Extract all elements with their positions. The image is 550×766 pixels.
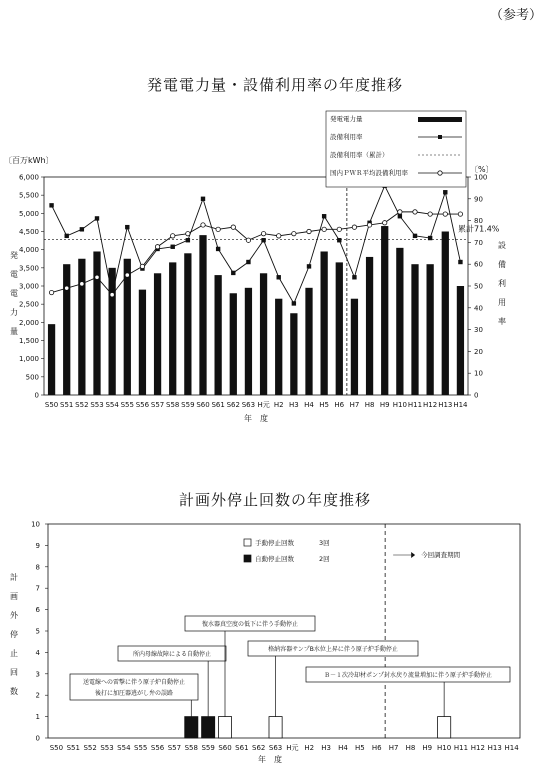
chart1-point-circle [246,238,250,242]
chart1-bar [427,264,434,395]
chart2-ytick-label: 0 [35,734,40,743]
chart2-legend-label: 自動停止回数 [255,555,294,563]
chart1-bar [48,324,55,395]
chart2-ytick-label: 7 [35,584,40,593]
chart1-xtick-label: H13 [438,401,453,409]
chart1-bar [78,259,85,395]
chart1-point-square [458,260,462,264]
chart2-xtick-label: H13 [487,744,502,752]
chart1-point-square [428,236,432,240]
chart1-point-circle [352,225,356,229]
chart1-point-circle [428,212,432,216]
chart1-point-circle [322,227,326,231]
chart2-xtick-label: H14 [504,744,519,752]
chart1-ytick-label: 2,000 [18,318,39,327]
chart1-y2tick-label: 30 [474,326,483,335]
chart2-bar-manual [218,717,231,738]
chart1-bar [290,313,297,395]
chart2-ytick-label: 3 [35,670,40,679]
chart1-xtick-label: H14 [453,401,468,409]
chart1-xtick-label: H10 [392,401,407,409]
chart1-y2label: 設 [498,241,506,250]
chart1-y2tick-label: 80 [474,217,483,226]
chart1-point-square [171,245,175,249]
chart2-annotation-text: 復水器真空度の低下に伴う手動停止 [201,621,299,628]
chart2-ytick-label: 8 [35,563,40,572]
chart1-point-circle [458,212,462,216]
chart2-ytick-label: 1 [35,713,40,722]
chart2-xtick-label: H8 [405,744,416,752]
chart1-point-square [261,238,265,242]
chart1-bar [442,232,449,396]
chart1-xtick-label: H2 [273,401,284,409]
chart1-xtick-label: S61 [211,401,225,409]
chart1-bar [457,286,464,395]
chart1-xtick-label: S58 [166,401,180,409]
chart1-point-circle [413,210,417,214]
chart2-xtick-label: H7 [388,744,399,752]
chart1-bar [381,226,388,395]
chart1-bar [245,288,252,395]
chart1-xtick-label: H5 [319,401,330,409]
chart2-annotation-text: Ｂ－１次冷却材ポンプ封水戻り流量増加に伴う原子炉手動停止 [323,672,493,679]
chart2-xtick-label: H6 [371,744,382,752]
chart1-point-circle [337,227,341,231]
chart1-ylabel: 電 [10,289,18,298]
chart1-y2label: 利 [498,279,506,288]
chart1-point-square [186,238,190,242]
chart1-bar [169,262,176,395]
chart1-xtick-label: S54 [105,401,119,409]
chart2-xtick-label: H12 [470,744,485,752]
chart1-point-circle [383,221,387,225]
chart2-ylabel: 止 [10,649,18,658]
chart1-point-square [307,264,311,268]
chart2-xtick-label: S61 [235,744,249,752]
chart1-xtick-label: H8 [364,401,375,409]
chart2-ylabel: 停 [10,630,18,639]
chart2-period-arrowhead [411,552,415,558]
chart2-ytick-label: 10 [31,520,40,529]
chart2-xtick-label: S59 [201,744,215,752]
chart2-xtick-label: H11 [453,744,469,752]
chart1-y2label: 率 [498,317,506,326]
chart1-y2tick-label: 10 [474,369,483,378]
chart1-bar [275,299,282,395]
chart1-xtick-label: S55 [120,401,134,409]
chart1-point-square [246,260,250,264]
chart1-y2label: 用 [498,298,506,307]
chart2-xtick-label: S57 [167,744,182,752]
chart1-bar [154,273,161,395]
chart1-legend-label: 国内ＰＷＲ平均設備利用率 [330,169,408,177]
chart1-point-square [95,216,99,220]
chart1-bar [124,259,131,395]
chart1-cumulative-label: 累計71.4% [458,224,500,234]
chart1-point-circle [186,231,190,235]
chart1-point-circle [171,234,175,238]
chart1-legend-marker [438,135,442,139]
chart1-point-square [322,214,326,218]
chart2-xtick-label: S53 [100,744,114,752]
chart1-xtick-label: H元 [257,401,270,409]
chart1-bar [199,235,206,395]
chart2-xlabel: 年 度 [258,755,282,764]
chart1-point-square [443,190,447,194]
chart1-bar [230,293,237,395]
chart1-bar [109,268,116,395]
chart1-xtick-label: H12 [423,401,438,409]
chart1-bar [184,253,191,395]
chart2-xtick-label: S52 [83,744,97,752]
chart1-xtick-label: S53 [90,401,104,409]
chart1-ytick-label: 5,000 [18,209,39,218]
chart1-xtick-label: S50 [44,401,59,409]
chart2-annotation-text: 送電線への雷撃に伴う原子炉自動停止 [82,679,186,686]
chart1-bar [260,273,267,395]
chart2-xtick-label: S50 [49,744,64,752]
chart1-legend-swatch [418,117,462,122]
chart1-point-circle [443,212,447,216]
chart2-ytick-label: 9 [35,541,40,550]
chart1-point-square [413,234,417,238]
chart1-point-circle [261,231,265,235]
chart2-xtick-label: H9 [422,744,433,752]
chart1-ytick-label: 3,500 [18,264,39,273]
chart1-bar [366,257,373,395]
chart1-point-circle [155,245,159,249]
chart1-bar [215,275,222,395]
chart1-ylabel: 力 [10,308,18,317]
chart1-point-circle [125,273,129,277]
chart1-ylabel: 量 [10,327,18,336]
chart1-legend-marker [438,171,442,175]
chart1-point-circle [277,234,281,238]
chart1-point-circle [201,223,205,227]
chart1-xtick-label: H7 [349,401,360,409]
chart2-xtick-label: H4 [338,744,348,752]
chart2-period-label: 今回調査期間 [421,551,461,559]
chart2-ylabel: 計 [10,573,18,582]
chart2-xtick-label: H元 [286,744,299,752]
chart2-xtick-label: S62 [252,744,266,752]
chart2-xtick-label: S63 [268,744,283,752]
chart1-bar [351,299,358,395]
chart1-xtick-label: S56 [135,401,150,409]
chart1-point-square [125,225,129,229]
chart1-xtick-label: H6 [334,401,345,409]
chart1-bar [63,264,70,395]
chart2-ytick-label: 2 [35,691,40,700]
chart1-point-square [231,271,235,275]
chart1-y2tick-label: 20 [474,347,483,356]
chart1-xtick-label: H9 [379,401,390,409]
chart1-ylabel: 電 [10,270,18,279]
chart1-xtick-label: S59 [181,401,195,409]
chart2-ytick-label: 6 [35,606,40,615]
chart1-point-circle [95,275,99,279]
chart1-bar [396,248,403,395]
chart2-xtick-label: H10 [437,744,452,752]
chart1-ytick-label: 1,000 [18,355,39,364]
chart2-legend-swatch [244,539,251,546]
chart1-point-circle [65,286,69,290]
chart2-annotation-text: 後打に加圧器逃がし弁の誤路 [94,690,174,697]
chart1-y2unit: 〔%〕 [470,165,494,174]
chart1-xtick-label: H3 [288,401,299,409]
chart1-ytick-label: 4,000 [18,246,39,255]
chart1-legend-label: 設備利用率 [330,133,363,141]
chart2-ytick-label: 4 [35,648,40,657]
chart1-point-square [292,301,296,305]
chart1-title: 発電電力量・設備利用率の年度推移 [146,76,403,94]
chart1-xtick-label: S62 [226,401,240,409]
chart2-bar-manual [438,717,451,738]
chart1-y2tick-label: 60 [474,260,483,269]
chart2-annotation-text: 格納容器サンプB水位上昇に伴う原子炉手動停止 [268,646,398,653]
chart2-xtick-label: H2 [304,744,315,752]
chart1-xlabel: 年 度 [244,414,268,423]
chart1-point-circle [307,229,311,233]
chart1-point-circle [140,264,144,268]
chart1-plot-frame [44,177,468,395]
chart2-xtick-label: S56 [150,744,165,752]
chart2-bar-auto [185,717,198,738]
chart1-point-circle [398,210,402,214]
chart1-point-circle [110,293,114,297]
chart2-xtick-label: H3 [321,744,332,752]
chart1-y2label: 備 [498,260,506,269]
chart1-point-square [65,234,69,238]
chart2-title: 計画外停止回数の年度推移 [178,491,371,509]
chart1-point-circle [292,231,296,235]
chart2-ylabel: 回 [10,668,18,677]
chart2-legend-count: 2回 [319,555,330,563]
chart1-y2tick-label: 0 [474,391,479,400]
chart1-ylabel: 発 [10,251,18,260]
reference-label: （参考） [489,8,542,23]
chart2-ylabel: 数 [10,687,18,696]
chart1-ytick-label: 3,000 [18,282,39,291]
chart1-point-circle [231,225,235,229]
chart2-annotation-text: 所内母線故障による自動停止 [132,651,212,658]
chart1-ytick-label: 500 [25,373,39,382]
chart1-xtick-label: S52 [75,401,89,409]
chart1-point-square [398,214,402,218]
chart2-bar-manual [269,717,282,738]
chart1-xtick-label: S60 [196,401,210,409]
chart1-y2tick-label: 100 [474,173,488,182]
chart2-xtick-label: S54 [117,744,131,752]
chart2-legend-swatch [244,555,251,562]
chart1-xtick-label: H4 [304,401,314,409]
chart1-xtick-label: S57 [150,401,165,409]
chart1-point-circle [216,227,220,231]
chart2-ylabel: 外 [10,611,18,620]
chart1-y2tick-label: 90 [474,195,483,204]
chart1-point-square [49,203,53,207]
chart1-ytick-label: 5,500 [18,191,39,200]
chart1-xtick-label: H11 [407,401,423,409]
chart1-bar [321,251,328,395]
chart2-ylabel: 画 [10,592,18,601]
chart2-xtick-label: S55 [134,744,148,752]
chart1-legend-label: 設備利用率（累計） [330,151,389,159]
chart2-bar-auto [202,717,215,738]
chart2-xtick-label: H5 [354,744,365,752]
chart1-point-circle [367,223,371,227]
chart1-point-square [216,247,220,251]
chart1-point-circle [49,290,53,294]
chart1-ytick-label: 6,000 [18,173,39,182]
chart1-bar [411,264,418,395]
chart1-point-square [352,275,356,279]
chart1-point-circle [80,282,84,286]
chart2-legend-count: 3回 [319,539,330,547]
chart1-point-square [337,238,341,242]
chart1-y2tick-label: 70 [474,238,483,247]
chart1-bar [93,251,100,395]
chart2-xtick-label: S51 [66,744,80,752]
chart1-y2tick-label: 40 [474,304,483,313]
chart1-bar [139,290,146,395]
chart1-xtick-label: S63 [241,401,256,409]
chart2-xtick-label: S60 [218,744,232,752]
chart1-bar [305,288,312,395]
chart2-ytick-label: 5 [35,627,40,636]
chart1-ytick-label: 4,500 [18,228,39,236]
chart1-ytick-label: 2,500 [18,300,39,309]
chart1-point-square [80,227,84,231]
chart1-yunit: 〔百万kWh〕 [4,156,54,165]
chart1-xtick-label: S51 [60,401,74,409]
chart1-point-square [277,275,281,279]
chart1-ytick-label: 1,500 [18,337,39,345]
chart2-xtick-label: S58 [184,744,198,752]
chart1-bar [336,262,343,395]
chart1-ytick-label: 0 [34,391,39,400]
chart2-legend-label: 手動停止回数 [255,539,294,547]
chart1-legend-label: 発電電力量 [330,115,363,123]
chart1-y2tick-label: 50 [474,282,483,291]
chart1-point-square [201,197,205,201]
